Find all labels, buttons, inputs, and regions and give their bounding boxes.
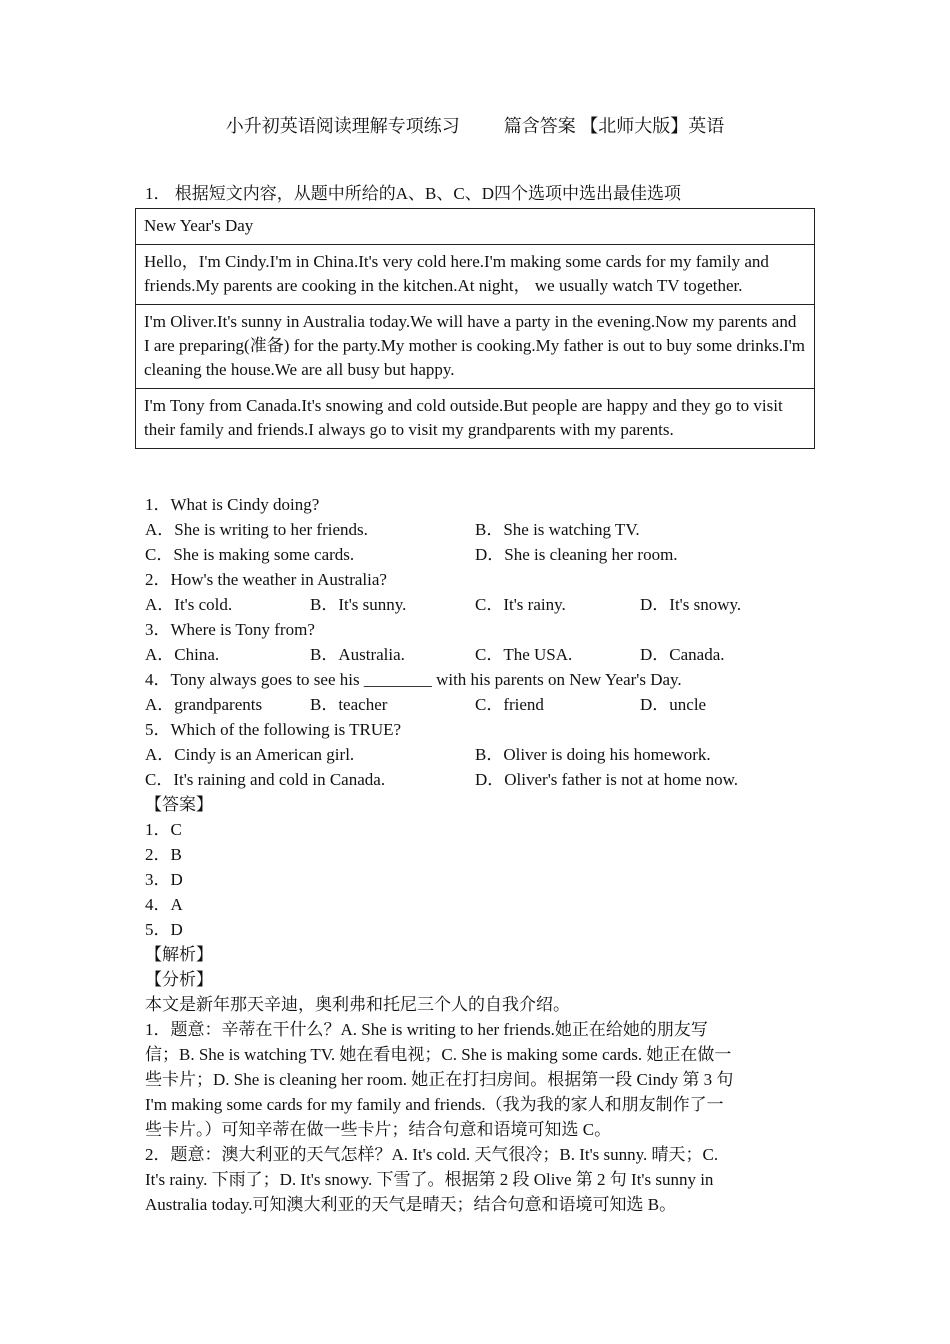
explanation-line: Australia today.可知澳大利亚的天气是晴天；结合句意和语境可知选 B。 bbox=[145, 1195, 677, 1214]
answer-item: 5．D bbox=[145, 920, 183, 939]
explanation-line: 些卡片；D. She is cleaning her room. 她正在打扫房间。根据第一段 Cindy 第 3 句 bbox=[145, 1070, 734, 1089]
explanation-line: I'm making some cards for my family and friends.（我为我的家人和朋友制作了一 bbox=[145, 1095, 724, 1114]
question-text: 1．What is Cindy doing? bbox=[145, 495, 320, 514]
answer-item: 3．D bbox=[145, 870, 183, 889]
answer-item: 2．B bbox=[145, 845, 182, 864]
explanation-line: It's rainy. 下雨了；D. It's snowy. 下雪了。根据第 2 段 Olive 第 2 句 It's sunny in bbox=[145, 1170, 714, 1189]
explanation-line: 信；B. She is watching TV. 她在看电视；C. She is making some cards. 她正在做一 bbox=[145, 1045, 732, 1064]
passage-cindy: Hello，I'm Cindy.I'm in China.It's very cold here.I'm making some cards for my family and friends.My parents are cooking in the kitchen.At night， we usually watch TV together. bbox=[136, 245, 815, 305]
instruction: 1． 根据短文内容，从题中所给的A、B、C、D四个选项中选出最佳选项 bbox=[145, 184, 681, 203]
option: C．friend bbox=[475, 695, 544, 714]
option: D．uncle bbox=[640, 695, 707, 714]
question-text: 5．Which of the following is TRUE? bbox=[145, 720, 402, 739]
title-main: 小升初英语阅读理解专项练习 bbox=[225, 116, 460, 136]
passage-tony: I'm Tony from Canada.It's snowing and cold outside.But people are happy and they go to visit their family and friends.I always go to visit my grandparents with my parents. bbox=[136, 389, 815, 449]
option: A．She is writing to her friends. bbox=[145, 520, 368, 539]
option: B．Australia. bbox=[310, 645, 405, 664]
option: B．teacher bbox=[310, 695, 388, 714]
option: D．Oliver's father is not at home now. bbox=[475, 770, 739, 789]
title-sub: 篇含答案 【北师大版】英语 bbox=[503, 116, 725, 136]
option: D．Canada. bbox=[640, 645, 725, 664]
explanation-line: 本文是新年那天辛迪，奥利弗和托尼三个人的自我介绍。 bbox=[145, 995, 570, 1014]
option: B．It's sunny. bbox=[310, 595, 407, 614]
question-text: 2．How's the weather in Australia? bbox=[145, 570, 387, 589]
answer-item: 4．A bbox=[145, 895, 183, 914]
option: C．She is making some cards. bbox=[145, 545, 355, 564]
option: B．She is watching TV. bbox=[475, 520, 640, 539]
option: A．grandparents bbox=[145, 695, 263, 714]
passage-table bbox=[135, 208, 815, 449]
option: C．It's raining and cold in Canada. bbox=[145, 770, 386, 789]
passage-title: New Year's Day bbox=[136, 209, 815, 245]
explanation-line: 1．题意：辛蒂在干什么？A. She is writing to her friends.她正在给她的朋友写 bbox=[145, 1020, 708, 1039]
question-text: 3．Where is Tony from? bbox=[145, 620, 315, 639]
option: B．Oliver is doing his homework. bbox=[475, 745, 711, 764]
option: A．Cindy is an American girl. bbox=[145, 745, 355, 764]
option: A．China. bbox=[145, 645, 220, 664]
explanation-line: 2．题意：澳大利亚的天气怎样？A. It's cold. 天气很冷；B. It's sunny. 晴天；C. bbox=[145, 1145, 719, 1164]
fenxi-heading: 【分析】 bbox=[145, 970, 213, 989]
option: C．It's rainy. bbox=[475, 595, 566, 614]
passage-oliver: I'm Oliver.It's sunny in Australia today.We will have a party in the evening.Now my parents and I are preparing(准备) for the party.My mother is cooking.My father is out to buy some drinks.I'm cleaning the house.We are all busy but happy. bbox=[136, 305, 815, 389]
explanation-line: 些卡片。）可知辛蒂在做一些卡片；结合句意和语境可知选 C。 bbox=[145, 1120, 612, 1139]
question-text: 4．Tony always goes to see his ________ with his parents on New Year's Day. bbox=[145, 670, 682, 689]
option: D．It's snowy. bbox=[640, 595, 742, 614]
answer-item: 1．C bbox=[145, 820, 182, 839]
answer-heading: 【答案】 bbox=[145, 795, 213, 814]
document-title bbox=[0, 115, 950, 137]
option: C．The USA. bbox=[475, 645, 573, 664]
option: A．It's cold. bbox=[145, 595, 233, 614]
option: D．She is cleaning her room. bbox=[475, 545, 678, 564]
analysis-heading: 【解析】 bbox=[145, 945, 213, 964]
